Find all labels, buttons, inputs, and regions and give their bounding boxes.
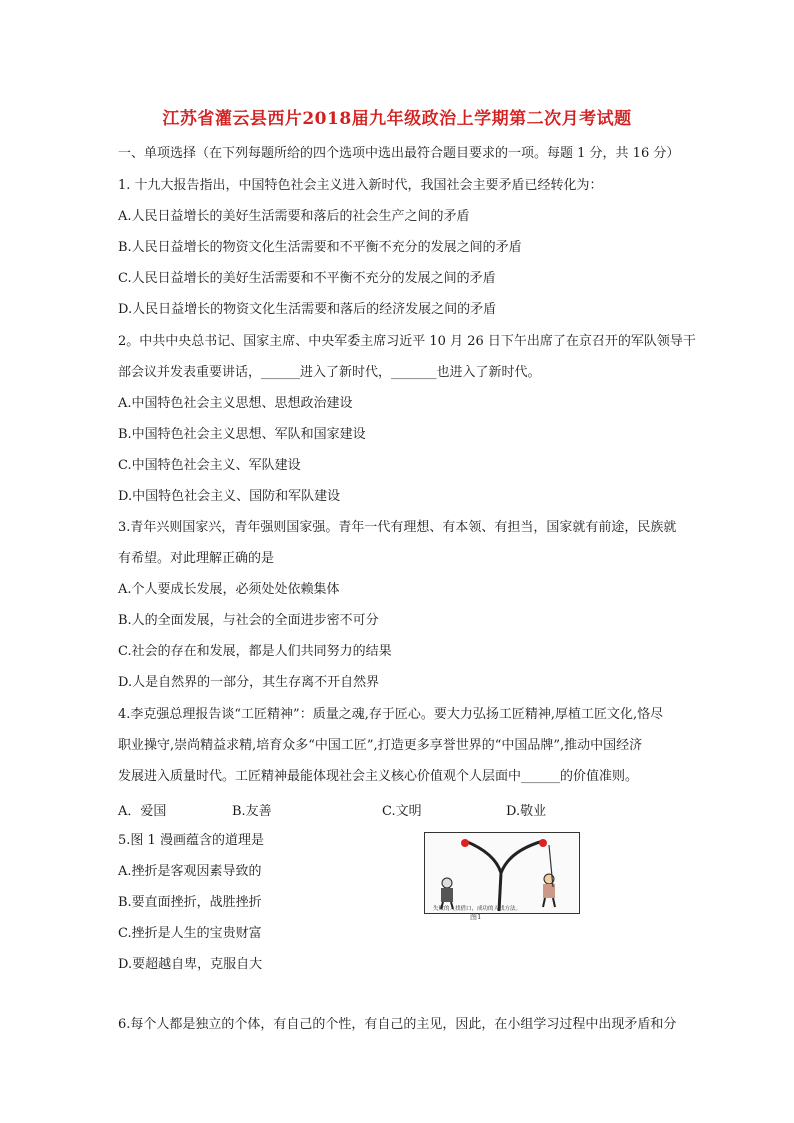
- text-line-15: A.个人要成长发展，必须处处依赖集体: [118, 582, 340, 597]
- q4-option-a: A．爱国: [118, 804, 167, 819]
- cartoon-illustration: [425, 833, 579, 913]
- text-line-3: A.人民日益增长的美好生活需要和落后的社会生产之间的矛盾: [118, 209, 470, 224]
- text-line-14: 有希望。对此理解正确的是: [118, 551, 275, 566]
- page-title: 江苏省灌云县西片2018届九年级政治上学期第二次月考试题: [162, 109, 632, 129]
- q4-option-b: B.友善: [232, 804, 272, 819]
- q4-option-d: D.敬业: [506, 804, 547, 819]
- text-line-8: 部会议并发表重要讲话，______进入了新时代，_______也进入了新时代。: [118, 365, 541, 380]
- q5-option-a: A.挫折是客观因素导致的: [118, 864, 262, 879]
- text-line-6: D.人民日益增长的物资文化生活需要和落后的经济发展之间的矛盾: [118, 302, 497, 317]
- text-line-1: 一、单项选择（在下列每题所给的四个选项中选出最符合题目要求的一项。每题 1 分，共 16 分）: [118, 146, 680, 161]
- text-line-2: 1. 十九大报告指出，中国特色社会主义进入新时代，我国社会主要矛盾已经转化为：: [118, 178, 603, 193]
- question-6-line: 6.每个人都是独立的个体，有自己的个性，有自己的主见，因此，在小组学习过程中出现矛盾和分: [118, 1017, 677, 1032]
- text-line-17: C.社会的存在和发展，都是人们共同努力的结果: [118, 644, 392, 659]
- text-line-18: D.人是自然界的一部分，其生存离不开自然界: [118, 675, 380, 690]
- question-5-stem: 5.图 1 漫画蕴含的道理是: [118, 833, 264, 848]
- q5-option-c: C.挫折是人生的宝贵财富: [118, 926, 262, 941]
- text-line-13: 3.青年兴则国家兴，青年强则国家强。青年一代有理想、有本领、有担当，国家就有前途，民族就: [118, 520, 677, 535]
- text-line-21: 发展进入质量时代。工匠精神最能体现社会主义核心价值观个人层面中______的价值准则。: [118, 769, 639, 784]
- text-line-20: 职业操守,崇尚精益求精,培育众多“中国工匠”,打造更多享誉世界的“中国品牌”,推动中国经济: [118, 738, 643, 753]
- q5-option-b: B.要直面挫折，战胜挫折: [118, 895, 262, 910]
- text-line-4: B.人民日益增长的物资文化生活需要和不平衡不充分的发展之间的矛盾: [118, 240, 522, 255]
- apple-right: [539, 839, 547, 847]
- figure-label: 图1: [470, 913, 482, 921]
- text-line-16: B.人的全面发展，与社会的全面进步密不可分: [118, 613, 379, 628]
- text-line-5: C.人民日益增长的美好生活需要和不平衡不充分的发展之间的矛盾: [118, 271, 496, 286]
- apple-left: [461, 839, 469, 847]
- q5-option-d: D.要超越自卑，克服自大: [118, 957, 263, 972]
- cartoon-caption-text: 失败的人找借口，成功的人找方法。: [433, 906, 522, 912]
- text-line-11: C.中国特色社会主义、军队建设: [118, 458, 301, 473]
- text-line-7: 2。中共中央总书记、国家主席、中央军委主席习近平 10 月 26 日下午出席了在京召开的军队领导干: [118, 334, 696, 349]
- text-line-10: B.中国特色社会主义思想、军队和国家建设: [118, 427, 366, 442]
- q4-option-c: C.文明: [382, 804, 422, 819]
- cartoon-figure: [424, 832, 580, 914]
- text-line-9: A.中国特色社会主义思想、思想政治建设: [118, 396, 353, 411]
- text-line-12: D.中国特色社会主义、国防和军队建设: [118, 489, 341, 504]
- text-line-19: 4.李克强总理报告谈“工匠精神”：质量之魂,存于匠心。要大力弘扬工匠精神,厚植工匠文化,恪尽: [118, 707, 664, 722]
